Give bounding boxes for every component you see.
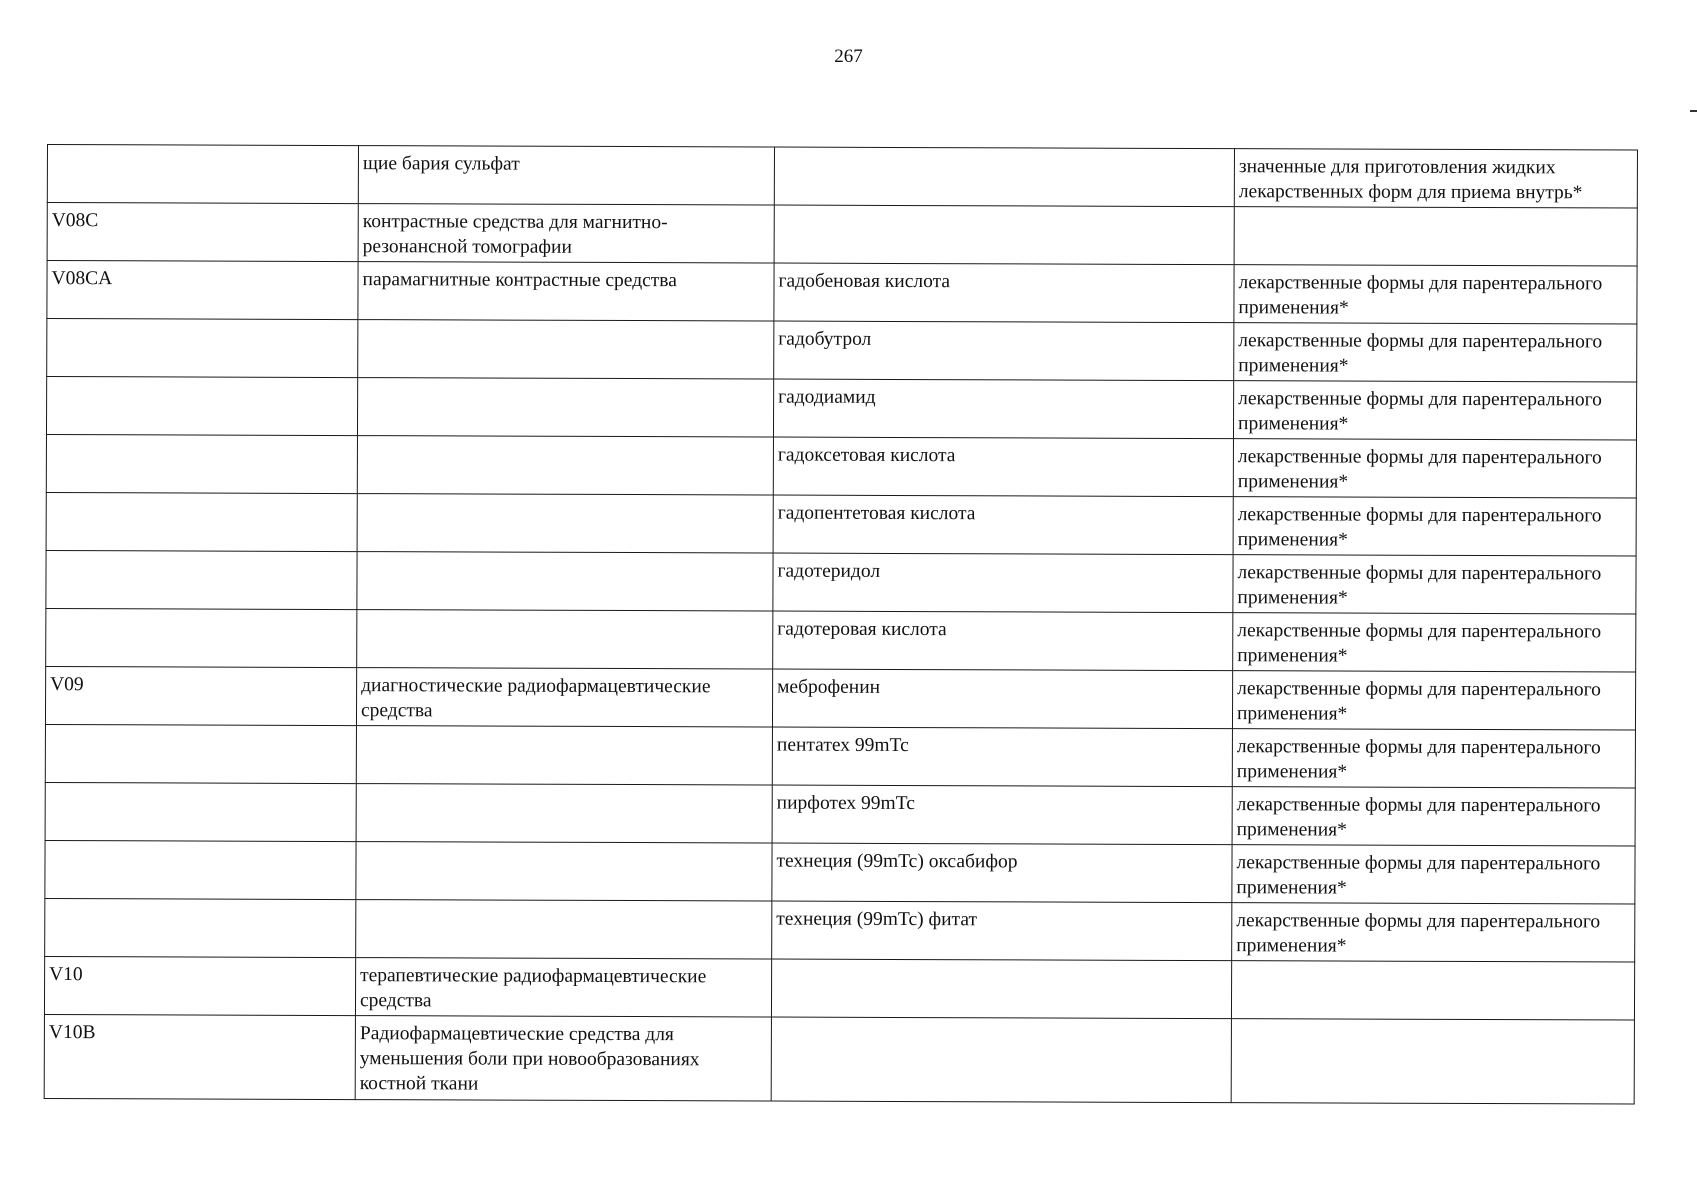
- atc-code-cell: V10B: [44, 1014, 355, 1099]
- table-row: [46, 492, 1636, 556]
- dosage-form-cell: лекарственные формы для парентерального применения*: [1233, 381, 1636, 440]
- group-name-cell: [357, 436, 773, 495]
- substance-cell: технеция (99mTc) оксабифор: [772, 843, 1232, 903]
- dosage-form-cell: [1231, 1019, 1634, 1104]
- substance-cell: пентатех 99mTc: [772, 727, 1232, 787]
- dosage-form-cell: [1231, 961, 1634, 1020]
- substance-cell: гадобеновая кислота: [774, 263, 1234, 323]
- atc-code-cell: [46, 608, 357, 667]
- table-row: [45, 666, 1635, 730]
- group-name-cell: щие бария сульфат: [358, 146, 774, 205]
- atc-code-cell: [45, 898, 356, 957]
- dosage-form-cell: лекарственные формы для парентерального применения*: [1232, 729, 1635, 788]
- group-name-cell: [356, 726, 772, 785]
- substance-cell: гадопентетовая кислота: [773, 495, 1233, 555]
- dosage-form-cell: лекарственные формы для парентерального применения*: [1234, 265, 1637, 324]
- table-row: [45, 782, 1635, 846]
- dosage-form-cell: значенные для приготовления жидких лекарственных форм для приема внутрь*: [1234, 149, 1637, 208]
- substance-cell: гадотеридол: [773, 553, 1233, 613]
- group-name-cell: диагностические радиофармацевтические средства: [356, 668, 772, 727]
- table-row: [45, 840, 1635, 904]
- table-row: [46, 550, 1636, 614]
- group-name-cell: парамагнитные контрастные средства: [358, 262, 774, 321]
- group-name-cell: Радиофармацевтические средства для уменьшения боли при новообразованиях костной ткани: [355, 1016, 771, 1101]
- atc-code-cell: [46, 377, 357, 436]
- dosage-form-cell: [1234, 207, 1637, 266]
- substance-cell: гадобутрол: [774, 321, 1234, 381]
- atc-code-cell: [46, 492, 357, 551]
- table-row: [47, 319, 1637, 383]
- group-name-cell: [356, 784, 772, 843]
- table-row: [47, 145, 1637, 209]
- margin-mark: [1690, 110, 1697, 112]
- table-row: [46, 434, 1636, 498]
- atc-code-cell: [45, 782, 356, 841]
- atc-code-cell: [45, 840, 356, 899]
- table-row: [45, 898, 1635, 962]
- group-name-cell: [356, 842, 772, 901]
- substance-cell: технеция (99mTc) фитат: [772, 901, 1232, 961]
- substance-cell: гадодиамид: [773, 379, 1233, 439]
- group-name-cell: [357, 552, 773, 611]
- dosage-form-cell: лекарственные формы для парентерального применения*: [1232, 787, 1635, 846]
- group-name-cell: [357, 610, 773, 669]
- atc-code-cell: V08C: [47, 203, 358, 262]
- atc-code-cell: [47, 145, 358, 204]
- substance-cell: [774, 147, 1234, 207]
- group-name-cell: [357, 494, 773, 553]
- page-number: 267: [834, 46, 863, 67]
- dosage-form-cell: лекарственные формы для парентерального применения*: [1232, 903, 1635, 962]
- substance-cell: пирфотех 99mTc: [772, 785, 1232, 845]
- atc-code-cell: V09: [45, 666, 356, 725]
- dosage-form-cell: лекарственные формы для парентерального применения*: [1233, 439, 1636, 498]
- group-name-cell: [357, 378, 773, 437]
- group-name-cell: терапевтические радиофармацевтические средства: [355, 958, 771, 1017]
- dosage-form-cell: лекарственные формы для парентерального применения*: [1233, 613, 1636, 672]
- atc-code-cell: [45, 724, 356, 783]
- dosage-form-cell: лекарственные формы для парентерального применения*: [1234, 323, 1637, 382]
- substance-cell: гадоксетовая кислота: [773, 437, 1233, 497]
- substance-cell: [774, 205, 1234, 265]
- atc-code-cell: V10: [44, 956, 355, 1015]
- dosage-form-cell: лекарственные формы для парентерального применения*: [1232, 671, 1635, 730]
- drug-table: [44, 144, 1638, 1105]
- substance-cell: [771, 959, 1231, 1019]
- substance-cell: [771, 1017, 1231, 1103]
- table-row: [47, 203, 1637, 267]
- dosage-form-cell: лекарственные формы для парентерального применения*: [1233, 555, 1636, 614]
- dosage-form-cell: лекарственные формы для парентерального применения*: [1232, 845, 1635, 904]
- substance-cell: меброфенин: [772, 669, 1232, 729]
- substance-cell: гадотеровая кислота: [773, 611, 1233, 671]
- dosage-form-cell: лекарственные формы для парентерального применения*: [1233, 497, 1636, 556]
- group-name-cell: контрастные средства для магнитно- резонансной томографии: [358, 204, 774, 263]
- table-row: [44, 956, 1634, 1020]
- atc-code-cell: [46, 434, 357, 493]
- table-row: [45, 724, 1635, 788]
- atc-code-cell: V08CA: [47, 261, 358, 320]
- group-name-cell: [356, 900, 772, 959]
- table-row: [47, 261, 1637, 325]
- table-row: [46, 377, 1636, 441]
- table-row: [46, 608, 1636, 672]
- atc-code-cell: [47, 319, 358, 378]
- atc-code-cell: [46, 550, 357, 609]
- table-row: [44, 1014, 1634, 1104]
- group-name-cell: [358, 320, 774, 379]
